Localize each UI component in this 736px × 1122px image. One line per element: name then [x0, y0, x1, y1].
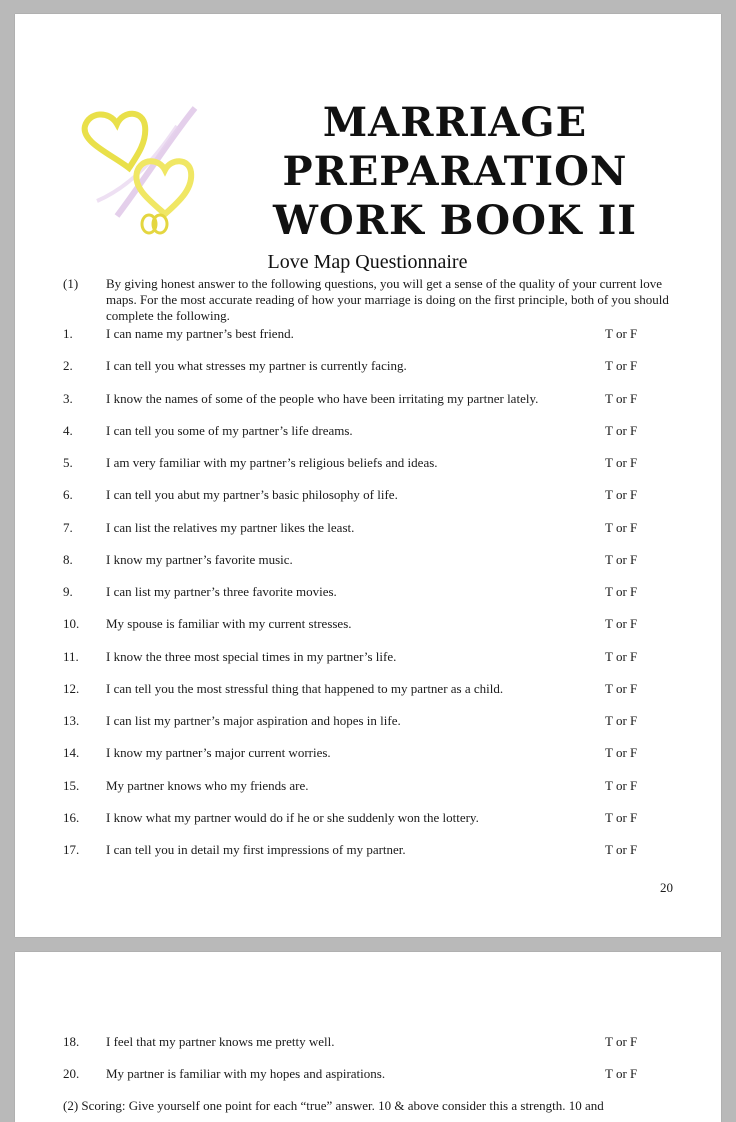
true-false-answer[interactable]: T or F [605, 745, 638, 761]
true-false-answer[interactable]: T or F [605, 680, 638, 696]
question-row [15, 810, 721, 828]
question-number: 20. [63, 1066, 80, 1082]
true-false-answer[interactable]: T or F [605, 842, 638, 857]
workbook-title [225, 98, 685, 245]
question-text: I can tell you the most stressful thing that happened to my partner as a child. [106, 680, 504, 696]
question-text: I know the names of some of the people who have been irritating my partner lately. [106, 390, 539, 406]
question-text: I can list my partner’s three favorite movies. [106, 584, 337, 599]
question-number: 12. [63, 680, 80, 696]
question-row [15, 1066, 721, 1084]
true-false-answer[interactable]: T or F [605, 616, 638, 632]
question-row [15, 616, 721, 634]
true-false-answer[interactable]: T or F [605, 551, 638, 567]
true-false-answer[interactable]: T or F [605, 584, 638, 599]
question-number: 9. [63, 584, 73, 599]
true-false-answer[interactable]: T or F [605, 326, 638, 341]
question-number: 5. [63, 455, 73, 470]
questionnaire-subtitle: Love Map Questionnaire [267, 251, 468, 273]
question-text: I can list my partner’s major aspiration and hopes in life. [106, 713, 401, 728]
question-number: 11. [63, 648, 79, 664]
title-line: PREPARATION [282, 148, 628, 195]
question-row [15, 358, 721, 376]
question-text: I can tell you some of my partner’s life dreams. [106, 422, 353, 438]
question-row [15, 681, 721, 699]
question-text: I am very familiar with my partner’s religious beliefs and ideas. [106, 455, 438, 470]
true-false-answer[interactable]: T or F [605, 648, 638, 664]
question-row [15, 455, 721, 473]
hearts-rings-logo [77, 96, 207, 246]
true-false-answer[interactable]: T or F [605, 455, 638, 470]
question-text: I know my partner’s major current worries. [106, 745, 331, 761]
question-number: 15. [63, 777, 80, 793]
intro-number: (1) [63, 276, 79, 291]
question-text: I know my partner’s favorite music. [106, 551, 293, 567]
true-false-answer[interactable]: T or F [605, 422, 638, 438]
true-false-answer[interactable]: T or F [605, 1034, 638, 1049]
question-number: 1. [63, 326, 73, 341]
question-row [15, 1034, 721, 1052]
question-text: I can list the relatives my partner likes the least. [106, 519, 355, 535]
question-number: 18. [63, 1034, 80, 1049]
question-row [15, 584, 721, 602]
question-number: 13. [63, 713, 80, 728]
question-number: 3. [63, 390, 73, 406]
question-number: 2. [63, 358, 73, 374]
question-row [15, 520, 721, 538]
question-text: I can tell you abut my partner’s basic philosophy of life. [106, 487, 398, 503]
question-row [15, 842, 721, 860]
question-row [15, 778, 721, 796]
question-number: 8. [63, 551, 73, 567]
true-false-answer[interactable]: T or F [605, 713, 638, 728]
question-row [15, 487, 721, 505]
question-row [15, 713, 721, 731]
question-number: 7. [63, 519, 73, 535]
true-false-answer[interactable]: T or F [605, 777, 638, 793]
question-text: I can name my partner’s best friend. [106, 326, 294, 341]
page-number: 20 [660, 880, 673, 895]
question-text: I can tell you in detail my first impressions of my partner. [106, 842, 406, 857]
question-text: My spouse is familiar with my current stresses. [106, 616, 352, 632]
question-number: 10. [63, 616, 80, 632]
true-false-answer[interactable]: T or F [605, 519, 638, 535]
question-row [15, 745, 721, 763]
question-number: 4. [63, 422, 73, 438]
question-row [15, 423, 721, 441]
question-row [15, 326, 721, 344]
true-false-answer[interactable]: T or F [605, 390, 638, 406]
question-text: I feel that my partner knows me pretty well. [106, 1034, 335, 1049]
question-text: I know what my partner would do if he or she suddenly won the lottery. [106, 809, 479, 825]
question-text: My partner knows who my friends are. [106, 777, 309, 793]
true-false-answer[interactable]: T or F [605, 358, 638, 374]
title-line: WORK BOOK II [272, 197, 638, 244]
scoring-instructions: (2) Scoring: Give yourself one point for each “true” answer. 10 & above consider this a strength. 10 and [63, 1098, 604, 1113]
question-row [15, 649, 721, 667]
true-false-answer[interactable]: T or F [605, 1066, 638, 1082]
intro-paragraph: By giving honest answer to the following questions, you will get a sense of the quality of your current love maps. For the most accurate reading of how your marriage is doing on the first principle, both of you should complete the following. [106, 276, 669, 323]
question-number: 17. [63, 842, 80, 857]
question-number: 16. [63, 809, 80, 825]
question-text: My partner is familiar with my hopes and aspirations. [106, 1066, 386, 1082]
true-false-answer[interactable]: T or F [605, 487, 638, 503]
question-text: I can tell you what stresses my partner is currently facing. [106, 358, 407, 374]
question-row [15, 552, 721, 570]
worksheet-page-2 [15, 952, 721, 1122]
title-line: MARRIAGE [322, 99, 588, 146]
worksheet-page-1 [15, 14, 721, 937]
true-false-answer[interactable]: T or F [605, 809, 638, 825]
question-number: 14. [63, 745, 80, 761]
question-row [15, 391, 721, 409]
question-text: I know the three most special times in my partner’s life. [106, 648, 397, 664]
question-number: 6. [63, 487, 73, 503]
